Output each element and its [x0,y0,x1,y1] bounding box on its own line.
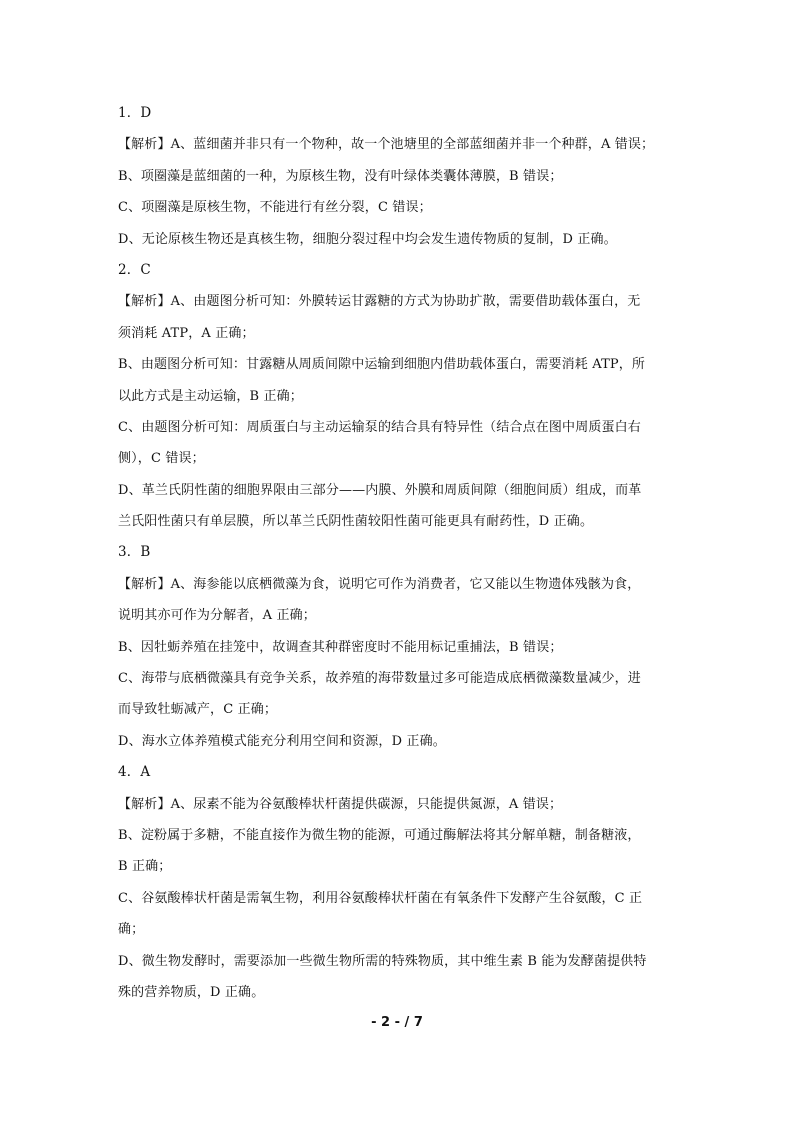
question-3-number: 3．B [118,544,151,561]
question-2-number: 2．C [118,261,151,278]
question-1-line-1: 【解析】A、蓝细菌并非只有一个物种，故一个池塘里的全部蓝细菌并非一个种群，A 错误； [118,137,655,153]
question-2-line-1: 【解析】A、由题图分析可知：外膜转运甘露糖的方式为协助扩散，需要借助载体蛋白，无 [118,294,641,310]
question-4-line-6: D、微生物发酵时，需要添加一些微生物所需的特殊物质，其中维生素 B 能为发酵菌提供特 [118,953,647,969]
question-3-line-5: 而导致牡蛎减产，C 正确； [118,702,278,718]
question-4-number: 4．A [118,764,151,781]
question-4-line-4: C、谷氨酸棒状杆菌是需氧生物，利用谷氨酸棒状杆菌在有氧条件下发酵产生谷氨酸，C 正 [118,890,643,906]
question-3-line-3: B、因牡蛎养殖在挂笼中，故调查其种群密度时不能用标记重捕法，B 错误； [118,639,563,655]
question-4-line-7: 殊的营养物质，D 正确。 [118,984,265,1000]
question-4-line-2: B、淀粉属于多糖，不能直接作为微生物的能源，可通过酶解法将其分解单糖，制备糖液， [118,827,641,843]
answer-content [118,98,694,1008]
question-4-line-3: B 正确； [118,859,172,875]
question-1-number: 1．D [118,105,152,121]
question-3-line-2: 说明其亦可作为分解者，A 正确； [118,608,316,624]
question-1-line-2: B、项圈藻是蓝细菌的一种，为原核生物，没有叶绿体类囊体薄膜，B 错误； [118,168,563,184]
question-2-line-6: 侧），C 错误； [118,451,205,467]
question-2-line-2: 须消耗 ATP，A 正确； [118,325,255,341]
page-number: - 2 - / 7 [371,1015,423,1030]
question-4-line-1: 【解析】A、尿素不能为谷氨酸棒状杆菌提供碳源，只能提供氮源，A 错误； [118,796,563,812]
question-1-line-3: C、项圈藻是原核生物，不能进行有丝分裂，C 错误； [118,200,432,216]
question-4-line-5: 确； [118,922,145,938]
question-2-line-3: B、由题图分析可知：甘露糖从周质间隙中运输到细胞内借助载体蛋白，需要消耗 ATP，所 [118,357,646,373]
question-2-line-7: D、革兰氏阴性菌的细胞界限由三部分——内膜、外膜和周质间隙（细胞间质）组成，而革 [118,482,642,498]
question-2-line-5: C、由题图分析可知：周质蛋白与主动运输泵的结合具有特异性（结合点在图中周质蛋白右 [118,419,641,435]
question-2-line-4: 以此方式是主动运输，B 正确； [118,388,303,404]
question-3-line-4: C、海带与底栖微藻具有竞争关系，故养殖的海带数量过多可能造成底栖微藻数量减少，进 [118,671,641,687]
question-3-line-1: 【解析】A、海参能以底栖微藻为食，说明它可作为消费者，它又能以生物遗体残骸为食， [118,576,641,592]
question-1-line-4: D、无论原核生物还是真核生物，细胞分裂过程中均会发生遗传物质的复制，D 正确。 [118,231,617,247]
question-3-line-6: D、海水立体养殖模式能充分利用空间和资源，D 正确。 [118,733,446,749]
question-2-line-8: 兰氏阳性菌只有单层膜，所以革兰氏阴性菌较阳性菌可能更具有耐药性，D 正确。 [118,514,594,530]
